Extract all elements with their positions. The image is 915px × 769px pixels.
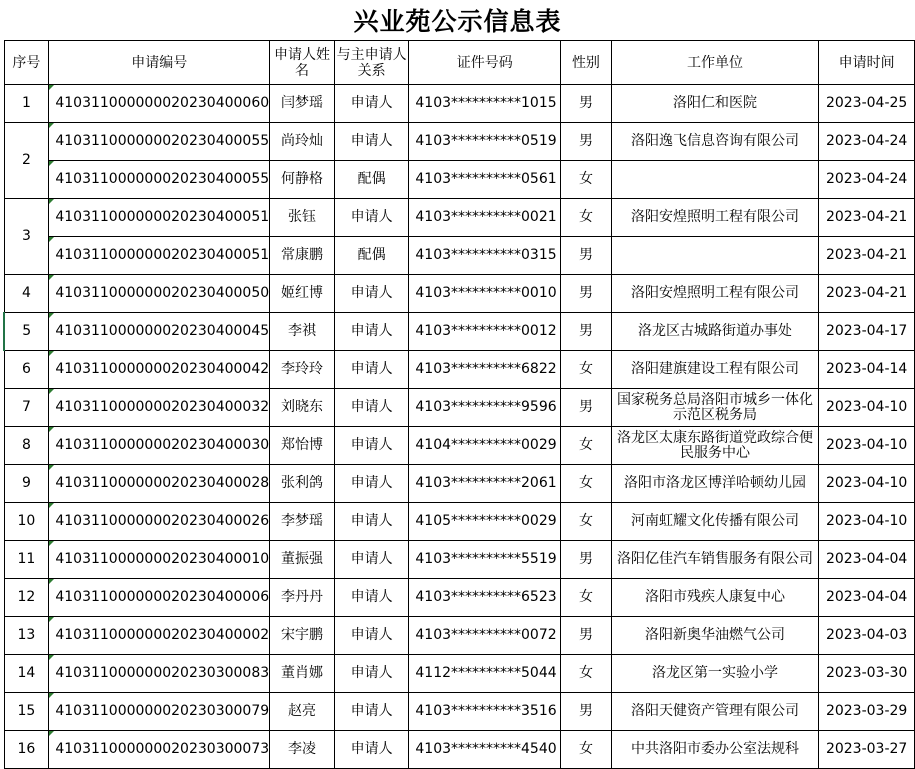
relation-cell[interactable]: 申请人 (334, 503, 408, 541)
gender-cell[interactable]: 女 (561, 351, 611, 389)
app-no-cell[interactable]: 410311000000020230400045 (49, 313, 270, 351)
employer-cell[interactable] (611, 161, 819, 199)
date-cell[interactable]: 2023-04-24 (819, 123, 915, 161)
name-cell[interactable]: 姬红博 (270, 275, 335, 313)
app-no-cell[interactable]: 410311000000020230400050 (49, 275, 270, 313)
id-no-cell[interactable]: 4103**********9596 (409, 389, 561, 427)
employer-cell[interactable]: 洛阳市洛龙区博洋哈顿幼儿园 (611, 465, 819, 503)
table-row (4, 123, 915, 161)
relation-cell[interactable]: 配偶 (334, 237, 408, 275)
table-row (4, 161, 915, 199)
header-relation[interactable]: 与主申请人关系 (334, 41, 408, 85)
date-cell[interactable]: 2023-03-27 (819, 731, 915, 769)
id-no-cell[interactable]: 4103**********2061 (409, 465, 561, 503)
relation-cell[interactable]: 申请人 (334, 693, 408, 731)
seq-cell[interactable]: 11 (4, 541, 49, 579)
employer-cell[interactable]: 洛龙区第一实验小学 (611, 655, 819, 693)
employer-cell[interactable]: 洛阳安煌照明工程有限公司 (611, 275, 819, 313)
gender-cell[interactable]: 男 (561, 313, 611, 351)
id-no-cell[interactable]: 4103**********0012 (409, 313, 561, 351)
date-cell[interactable]: 2023-04-10 (819, 427, 915, 465)
employer-cell[interactable]: 洛阳市残疾人康复中心 (611, 579, 819, 617)
relation-cell[interactable]: 申请人 (334, 655, 408, 693)
employer-cell[interactable]: 国家税务总局洛阳市城乡一体化示范区税务局 (611, 389, 819, 427)
app-no-cell[interactable]: 410311000000020230400002 (49, 617, 270, 655)
id-no-cell[interactable]: 4103**********6822 (409, 351, 561, 389)
relation-cell[interactable]: 申请人 (334, 465, 408, 503)
header-seq[interactable]: 序号 (4, 41, 49, 85)
seq-cell[interactable]: 3 (4, 199, 49, 275)
app-no-cell[interactable]: 410311000000020230400055 (49, 123, 270, 161)
header-employer[interactable]: 工作单位 (611, 41, 819, 85)
app-no-cell[interactable]: 410311000000020230400030 (49, 427, 270, 465)
id-no-cell[interactable]: 4103**********0010 (409, 275, 561, 313)
table-row (4, 237, 915, 275)
name-cell[interactable]: 尚玲灿 (270, 123, 335, 161)
id-no-cell[interactable]: 4104**********0029 (409, 427, 561, 465)
gender-cell[interactable]: 女 (561, 199, 611, 237)
relation-cell[interactable]: 申请人 (334, 541, 408, 579)
header-date[interactable]: 申请时间 (819, 41, 915, 85)
date-cell[interactable]: 2023-04-04 (819, 541, 915, 579)
header-id-no[interactable]: 证件号码 (409, 41, 561, 85)
name-cell[interactable]: 闫梦瑶 (270, 85, 335, 123)
table-row (4, 427, 915, 465)
id-no-cell[interactable]: 4103**********6523 (409, 579, 561, 617)
id-no-cell[interactable]: 4103**********3516 (409, 693, 561, 731)
table-row (4, 731, 915, 769)
id-no-cell[interactable]: 4103**********0561 (409, 161, 561, 199)
seq-cell[interactable]: 5 (4, 313, 49, 351)
gender-cell[interactable]: 男 (561, 389, 611, 427)
gender-cell[interactable]: 男 (561, 693, 611, 731)
gender-cell[interactable]: 男 (561, 275, 611, 313)
seq-cell[interactable]: 6 (4, 351, 49, 389)
date-cell[interactable]: 2023-04-25 (819, 85, 915, 123)
id-no-cell[interactable]: 4112**********5044 (409, 655, 561, 693)
id-no-cell[interactable]: 4103**********1015 (409, 85, 561, 123)
name-cell[interactable]: 刘晓东 (270, 389, 335, 427)
name-cell[interactable]: 何静格 (270, 161, 335, 199)
date-cell[interactable]: 2023-04-24 (819, 161, 915, 199)
gender-cell[interactable]: 男 (561, 541, 611, 579)
gender-cell[interactable]: 女 (561, 655, 611, 693)
employer-cell[interactable]: 洛阳建旗建设工程有限公司 (611, 351, 819, 389)
employer-cell[interactable]: 洛阳新奥华油燃气公司 (611, 617, 819, 655)
seq-cell[interactable]: 14 (4, 655, 49, 693)
app-no-cell[interactable]: 410311000000020230400051 (49, 199, 270, 237)
name-cell[interactable]: 郑怡博 (270, 427, 335, 465)
app-no-cell[interactable]: 410311000000020230400032 (49, 389, 270, 427)
app-no-cell[interactable]: 410311000000020230400006 (49, 579, 270, 617)
relation-cell[interactable]: 申请人 (334, 275, 408, 313)
date-cell[interactable]: 2023-04-21 (819, 237, 915, 275)
relation-cell[interactable]: 申请人 (334, 351, 408, 389)
app-no-cell[interactable]: 410311000000020230400060 (49, 85, 270, 123)
page-title: 兴业苑公示信息表 (353, 7, 562, 36)
seq-cell[interactable]: 9 (4, 465, 49, 503)
name-cell[interactable]: 董振强 (270, 541, 335, 579)
employer-cell[interactable]: 洛阳亿佳汽车销售服务有限公司 (611, 541, 819, 579)
app-no-cell[interactable]: 410311000000020230300079 (49, 693, 270, 731)
gender-cell[interactable]: 男 (561, 123, 611, 161)
name-cell[interactable]: 赵亮 (270, 693, 335, 731)
header-gender[interactable]: 性别 (561, 41, 611, 85)
employer-cell[interactable]: 洛阳天健资产管理有限公司 (611, 693, 819, 731)
gender-cell[interactable]: 女 (561, 427, 611, 465)
table-row (4, 503, 915, 541)
table-row (4, 389, 915, 427)
date-cell[interactable]: 2023-04-10 (819, 503, 915, 541)
app-no-cell[interactable]: 410311000000020230300073 (49, 731, 270, 769)
table-row (4, 351, 915, 389)
date-cell[interactable]: 2023-04-04 (819, 579, 915, 617)
publicity-table (3, 40, 915, 769)
date-cell[interactable]: 2023-04-17 (819, 313, 915, 351)
relation-cell[interactable]: 申请人 (334, 617, 408, 655)
employer-cell[interactable]: 洛龙区太康东路街道党政综合便民服务中心 (611, 427, 819, 465)
gender-cell[interactable]: 女 (561, 465, 611, 503)
name-cell[interactable]: 张利鸽 (270, 465, 335, 503)
relation-cell[interactable]: 申请人 (334, 313, 408, 351)
gender-cell[interactable]: 男 (561, 85, 611, 123)
name-cell[interactable]: 宋宇鹏 (270, 617, 335, 655)
date-cell[interactable]: 2023-04-10 (819, 465, 915, 503)
name-cell[interactable]: 李玲玲 (270, 351, 335, 389)
relation-cell[interactable]: 申请人 (334, 123, 408, 161)
app-no-cell[interactable]: 410311000000020230400026 (49, 503, 270, 541)
header-name[interactable]: 申请人姓名 (270, 41, 335, 85)
table-row (4, 617, 915, 655)
date-cell[interactable]: 2023-04-03 (819, 617, 915, 655)
table-row (4, 313, 915, 351)
seq-cell[interactable]: 4 (4, 275, 49, 313)
employer-cell[interactable] (611, 237, 819, 275)
app-no-cell[interactable]: 410311000000020230400042 (49, 351, 270, 389)
seq-cell[interactable]: 10 (4, 503, 49, 541)
seq-cell[interactable]: 13 (4, 617, 49, 655)
id-no-cell[interactable]: 4103**********0021 (409, 199, 561, 237)
relation-cell[interactable]: 申请人 (334, 199, 408, 237)
employer-cell[interactable]: 洛阳逸飞信息咨询有限公司 (611, 123, 819, 161)
seq-cell[interactable]: 16 (4, 731, 49, 769)
name-cell[interactable]: 张钰 (270, 199, 335, 237)
header-app-no[interactable]: 申请编号 (49, 41, 270, 85)
seq-cell[interactable]: 15 (4, 693, 49, 731)
relation-cell[interactable]: 申请人 (334, 579, 408, 617)
seq-cell[interactable]: 2 (4, 123, 49, 199)
gender-cell[interactable]: 男 (561, 617, 611, 655)
employer-cell[interactable]: 洛阳安煌照明工程有限公司 (611, 199, 819, 237)
table-row (4, 693, 915, 731)
id-no-cell[interactable]: 4103**********4540 (409, 731, 561, 769)
id-no-cell[interactable]: 4103**********5519 (409, 541, 561, 579)
employer-cell[interactable]: 洛阳仁和医院 (611, 85, 819, 123)
id-no-cell[interactable]: 4103**********0072 (409, 617, 561, 655)
relation-cell[interactable]: 申请人 (334, 427, 408, 465)
name-cell[interactable]: 李祺 (270, 313, 335, 351)
relation-cell[interactable]: 申请人 (334, 85, 408, 123)
date-cell[interactable]: 2023-04-21 (819, 199, 915, 237)
employer-cell[interactable]: 河南虹耀文化传播有限公司 (611, 503, 819, 541)
table-row (4, 579, 915, 617)
name-cell[interactable]: 李梦瑶 (270, 503, 335, 541)
app-no-cell[interactable]: 410311000000020230400051 (49, 237, 270, 275)
employer-cell[interactable]: 洛龙区古城路街道办事处 (611, 313, 819, 351)
date-cell[interactable]: 2023-03-29 (819, 693, 915, 731)
seq-cell[interactable]: 1 (4, 85, 49, 123)
table-row (4, 655, 915, 693)
date-cell[interactable]: 2023-04-14 (819, 351, 915, 389)
seq-cell[interactable]: 12 (4, 579, 49, 617)
seq-cell[interactable]: 8 (4, 427, 49, 465)
id-no-cell[interactable]: 4103**********0519 (409, 123, 561, 161)
name-cell[interactable]: 李凌 (270, 731, 335, 769)
header-row (4, 41, 915, 85)
table-row (4, 199, 915, 237)
app-no-cell[interactable]: 410311000000020230400055 (49, 161, 270, 199)
gender-cell[interactable]: 女 (561, 731, 611, 769)
table-row (4, 85, 915, 123)
table-row (4, 465, 915, 503)
relation-cell[interactable]: 申请人 (334, 389, 408, 427)
gender-cell[interactable]: 女 (561, 161, 611, 199)
name-cell[interactable]: 李丹丹 (270, 579, 335, 617)
table-body (4, 85, 915, 769)
name-cell[interactable]: 常康鹏 (270, 237, 335, 275)
id-no-cell[interactable]: 4105**********0029 (409, 503, 561, 541)
date-cell[interactable]: 2023-03-30 (819, 655, 915, 693)
app-no-cell[interactable]: 410311000000020230400028 (49, 465, 270, 503)
name-cell[interactable]: 董肖娜 (270, 655, 335, 693)
date-cell[interactable]: 2023-04-10 (819, 389, 915, 427)
date-cell[interactable]: 2023-04-21 (819, 275, 915, 313)
gender-cell[interactable]: 男 (561, 237, 611, 275)
relation-cell[interactable]: 申请人 (334, 731, 408, 769)
gender-cell[interactable]: 女 (561, 503, 611, 541)
relation-cell[interactable]: 配偶 (334, 161, 408, 199)
table-row (4, 541, 915, 579)
employer-cell[interactable]: 中共洛阳市委办公室法规科 (611, 731, 819, 769)
app-no-cell[interactable]: 410311000000020230300083 (49, 655, 270, 693)
id-no-cell[interactable]: 4103**********0315 (409, 237, 561, 275)
table-row (4, 275, 915, 313)
seq-cell[interactable]: 7 (4, 389, 49, 427)
app-no-cell[interactable]: 410311000000020230400010 (49, 541, 270, 579)
gender-cell[interactable]: 女 (561, 579, 611, 617)
